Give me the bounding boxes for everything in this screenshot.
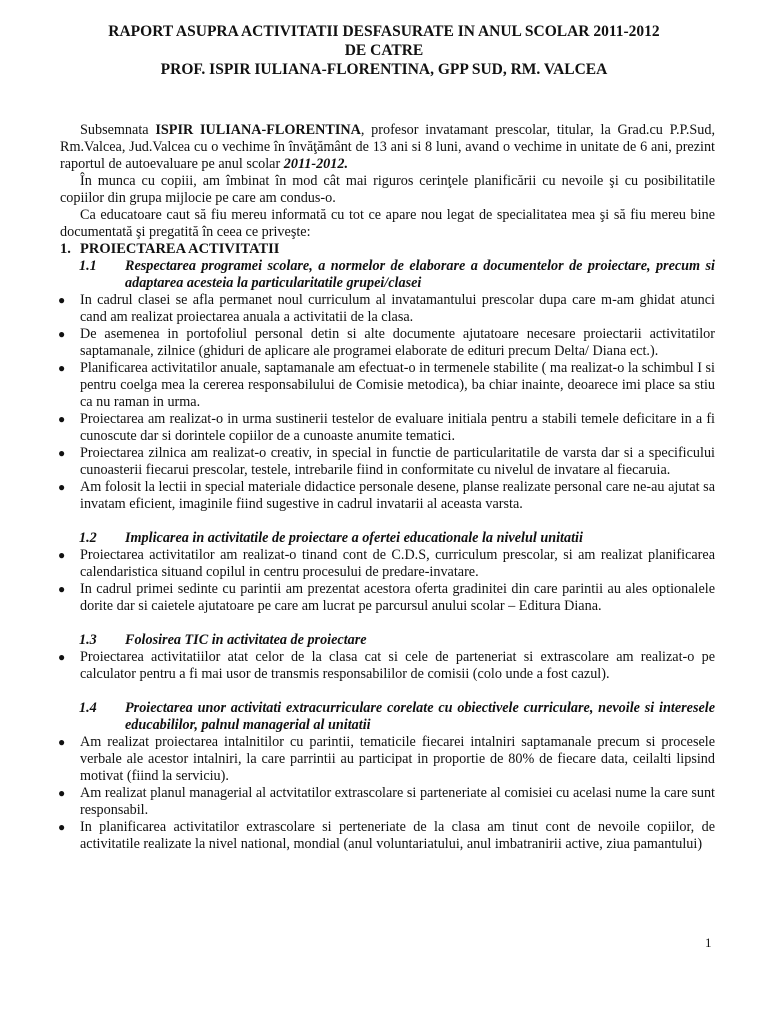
spacer [60, 683, 715, 700]
list-item [60, 292, 715, 326]
subsection-number: 1.4 [79, 700, 97, 716]
bullet-list [60, 547, 715, 615]
intro-text: , profesor invatamant prescolar, titular, la Grad.cu P.P.Sud, Rm.Valcea, Jud.Valcea cu o vechime în învăţământ de 13 ani si 8 luni, avand o vechime in unitate de 6 ani, prezint raportul de autoevaluare pe anul scolar [60, 122, 716, 172]
bullet-icon: ● [58, 650, 66, 664]
bullet-icon: ● [58, 412, 66, 426]
intro-paragraph-1 [60, 122, 715, 173]
report-title [40, 22, 728, 79]
list-item-text: Proiectarea activitatiilor atat celor de la clasa cat si cele de parteneriat si extrascolare am realizat-o pe calculator pentru a fi mai usor de transmis responsabililor de comisii (colo unde a fost cazul). [80, 649, 715, 682]
bullet-icon: ● [58, 786, 66, 800]
subsection-number: 1.1 [79, 258, 97, 274]
list-item [60, 581, 715, 615]
list-item [60, 734, 715, 785]
bullet-list [60, 292, 715, 513]
document-body [60, 122, 715, 853]
subsection-number: 1.3 [79, 632, 97, 648]
subsection-title: Proiectarea unor activitati extracurriculare corelate cu obiectivele curriculare, nevoile si interesele educabililor, palnul managerial al unitatii [125, 700, 715, 733]
intro-text: Subsemnata [80, 122, 156, 138]
list-item [60, 819, 715, 853]
list-item-text: Am realizat planul managerial al actvitatilor extrascolare si parteneriate al comisiei cu acelasi nume la care sunt responsabil. [80, 785, 715, 818]
list-item-text: De asemenea in portofoliul personal detin si alte documente ajutatoare necesare proiectarii activitatilor saptamanale, zilnice (ghiduri de aplicare ale programei elaborate de edituri precum Delta/ Diana ect.). [80, 326, 715, 359]
page-number: 1 [705, 935, 712, 950]
list-item-text: Am realizat proiectarea intalnitilor cu parintii, tematicile fiecarei intalniri saptamanale precum si procesele verbale ale acestor intalniri, la care parrintii au participat in proportie de 80% de fiecare data, ceilalti lipsind motivat (fiind la serviciu). [80, 734, 715, 784]
subsection-number: 1.2 [79, 530, 97, 546]
bullet-icon: ● [58, 293, 66, 307]
list-item-text: Proiectarea am realizat-o in urma sustinerii testelor de evaluare initiala pentru a stabili temele deficitare in a fi cunoscute dar si dorintele copiilor de a cunoaste anumite tematici. [80, 411, 715, 444]
list-item [60, 547, 715, 581]
list-item-text: Planificarea activitatilor anuale, saptamanale am efectuat-o in termenele stabilite ( ma realizat-o la schimbul I si pentru coelga mea la cererea responsabilului de Comisie metodica), ba chiar inainte, deoarece imi place sa stiu ca nu raman in urma. [80, 360, 716, 410]
list-item-text: In cadrul primei sedinte cu parintii am prezentat acestora oferta gradinitei din care parintii au ales optionalele dorite dar si caietele ajutatoare pe care am lucrat pe parcursul anului scolar – Editura Diana. [80, 581, 715, 614]
list-item [60, 360, 715, 411]
list-item [60, 649, 715, 683]
list-item-text: In cadrul clasei se afla permanet noul curriculum al invatamantului prescolar dupa care m-am ghidat atunci cand am realizat proiectarea anuala a activitatii de la clasa. [80, 292, 715, 325]
section-number: 1. [60, 241, 71, 257]
subsection-heading [60, 632, 715, 649]
title-line-1: RAPORT ASUPRA ACTIVITATII DESFASURATE IN ANUL SCOLAR 2011-2012 [108, 23, 660, 40]
list-item-text: In planificarea activitatilor extrascolare si perteneriate de la clasa am tinut cont de nevoile copiilor, de activitatile realizate la nivel national, mondial (anul voluntariatului, anul imbatranirii active, ziua pamantului) [80, 819, 715, 852]
title-line-2: DE CATRE [344, 42, 424, 59]
bullet-icon: ● [58, 820, 66, 834]
list-item [60, 411, 715, 445]
intro-paragraph-2: În munca cu copiii, am îmbinat în mod cât mai riguros cerinţele planificării cu nevoile şi cu posibilitatile copiilor din grupa mijlocie pe care am condus-o. [60, 173, 715, 206]
section-heading [60, 241, 715, 258]
bullet-icon: ● [58, 548, 66, 562]
subsection-title: Respectarea programei scolare, a normelor de elaborare a documentelor de proiectare, precum si adaptarea acesteia la particularitatile grupei/clasei [125, 258, 715, 291]
section-title: PROIECTAREA ACTIVITATII [80, 241, 280, 257]
subsection-heading [60, 530, 715, 547]
subsection-title: Folosirea TIC in activitatea de proiectare [125, 632, 367, 648]
intro-paragraph-3: Ca educatoare caut să fiu mereu informată cu tot ce apare nou legat de specialitatea mea şi să fiu mereu bine documentată şi pregatită în ceea ce priveşte: [60, 207, 715, 240]
list-item-text: Am folosit la lectii in special materiale didactice personale desene, planse realizate personal care ne-au ajutat sa invatam eficient, imaginile fiind sugestive in cadrul invatarii al aceasta varsta. [80, 479, 715, 512]
subsection-heading [60, 700, 715, 734]
list-item [60, 445, 715, 479]
bullet-icon: ● [58, 446, 66, 460]
list-item [60, 785, 715, 819]
list-item-text: Proiectarea zilnica am realizat-o creativ, in special in functie de particularitatile de varsta dar si a specificului cunoasterii fiecarui prescolar, testele, intrebarile fiind in conformitate cu nivelul de invatare al fiecaruia. [80, 445, 715, 478]
bullet-icon: ● [58, 480, 66, 494]
spacer [60, 615, 715, 632]
bullet-icon: ● [58, 582, 66, 596]
bullet-list [60, 734, 715, 853]
list-item [60, 326, 715, 360]
bullet-icon: ● [58, 327, 66, 341]
subsection-heading [60, 258, 715, 292]
author-name: ISPIR IULIANA-FLORENTINA [155, 122, 361, 138]
list-item-text: Proiectarea activitatilor am realizat-o tinand cont de C.D.S, curriculum prescolar, si am realizat planificarea calendaristica situand copilul in centru procesului de predare-invatare. [80, 547, 715, 580]
school-year: 2011-2012. [283, 156, 348, 172]
spacer [60, 513, 715, 530]
subsection-title: Implicarea in activitatile de proiectare a ofertei educationale la nivelul unitatii [125, 530, 583, 546]
title-line-3: PROF. ISPIR IULIANA-FLORENTINA, GPP SUD, RM. VALCEA [160, 61, 608, 78]
bullet-icon: ● [58, 735, 66, 749]
bullet-icon: ● [58, 361, 66, 375]
list-item [60, 479, 715, 513]
bullet-list [60, 649, 715, 683]
